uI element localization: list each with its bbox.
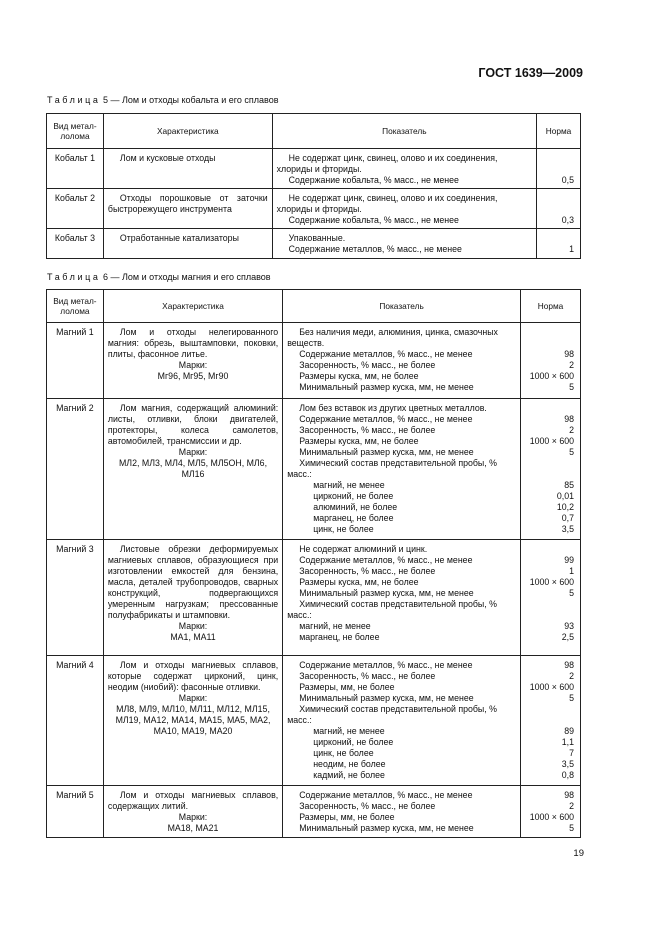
norm-value: 1000 × 600 (529, 577, 574, 587)
norm-value: 89 (564, 726, 574, 736)
row-norms (521, 399, 581, 540)
standard-header: ГОСТ 1639—2009 (478, 66, 583, 80)
row-type: Кобальт 3 (47, 229, 104, 259)
row-type: Магний 1 (47, 323, 104, 399)
indicator-line: Не содержат цинк, свинец, олово и их соединения, хлориды и фториды. (276, 193, 498, 214)
indicator-line: Не содержат алюминий и цинк. (299, 544, 428, 554)
norm-value: 0,01 (556, 491, 574, 501)
row-type: Кобальт 2 (47, 189, 104, 229)
header-norm: Норма (537, 114, 581, 149)
norm-value: 99 (564, 555, 574, 565)
row-characteristic (103, 656, 282, 786)
marks-label: Марки: (178, 447, 208, 457)
indicator-line: Размеры куска, мм, не более (299, 371, 419, 381)
table6 (46, 289, 581, 838)
sub-indicator: магний, не менее (299, 621, 371, 631)
table-row (47, 323, 581, 399)
table6-caption-word: Таблица (47, 272, 101, 282)
marks-label: Марки: (178, 621, 208, 631)
characteristic-text: Лом магния, содержащий алюминий: листы, отливки, блоки двигателей, протекторы, колеса самолетов, автомобилей, трансмиссии и др. (107, 403, 279, 446)
row-norms (521, 540, 581, 656)
norm-value: 10,2 (556, 502, 574, 512)
norm-value: 2 (569, 360, 574, 370)
indicator-line: Размеры, мм, не более (299, 812, 395, 822)
characteristic-text: Лом и отходы магниевых сплавов, которые содержат цирконий, цинк, неодим (ниобий): фасонные отливки. (107, 660, 279, 692)
marks-list: МЛ2, МЛ3, МЛ4, МЛ5, МЛ5ОН, МЛ6, МЛ16 (118, 458, 268, 479)
marks-list: МА18, МА21 (167, 823, 219, 833)
indicator-line: Содержание металлов, % масс., не менее (288, 244, 462, 254)
row-characteristic: Отходы порошковые от заточки быстрорежущего инструмента (103, 189, 272, 229)
page-number: 19 (573, 848, 584, 859)
row-type: Магний 4 (47, 656, 104, 786)
sub-indicator: цирконий, не более (313, 491, 394, 501)
norm-value: 0,7 (561, 513, 574, 523)
indicator-line: Химический состав представительной пробы, % масс.: (287, 704, 497, 725)
row-norms (521, 656, 581, 786)
norm-value: 98 (564, 790, 574, 800)
norm-value: 5 (569, 823, 574, 833)
indicator-line: Минимальный размер куска, мм, не менее (299, 447, 474, 457)
indicator-line: Размеры куска, мм, не более (299, 436, 419, 446)
sub-indicator: магний, не менее (313, 480, 385, 490)
row-characteristic (103, 786, 282, 838)
indicator-line: Засоренность, % масс., не более (299, 801, 436, 811)
table-row (47, 540, 581, 656)
table-row (47, 149, 581, 189)
indicator-line: Содержание металлов, % масс., не менее (299, 414, 473, 424)
indicator-line: Минимальный размер куска, мм, не менее (299, 693, 474, 703)
norm-value: 1 (569, 244, 574, 254)
header-indicator: Показатель (272, 114, 536, 149)
indicator-line: Засоренность, % масс., не более (299, 671, 436, 681)
indicator-line: Засоренность, % масс., не более (299, 425, 436, 435)
norm-value: 0,8 (561, 770, 574, 780)
indicator-line: Минимальный размер куска, мм, не менее (299, 823, 474, 833)
indicator-line: Химический состав представительной пробы, % масс.: (287, 599, 497, 620)
sub-indicator: цинк, не более (313, 748, 374, 758)
row-indicators (283, 540, 521, 656)
row-characteristic: Лом и кусковые отходы (103, 149, 272, 189)
table5-caption-word: Таблица (47, 95, 101, 105)
sub-indicator: неодим, не более (313, 759, 386, 769)
table-row (47, 229, 581, 259)
indicator-line: Размеры куска, мм, не более (299, 577, 419, 587)
row-indicators (272, 189, 536, 229)
header-characteristic: Характеристика (103, 114, 272, 149)
row-norms (537, 149, 581, 189)
row-indicators (283, 786, 521, 838)
indicator-line: Лом без вставок из других цветных металлов. (299, 403, 487, 413)
row-characteristic: Отработанные катализаторы (103, 229, 272, 259)
row-norms (521, 323, 581, 399)
marks-list: МА1, МА11 (170, 632, 216, 642)
header-characteristic: Характеристика (103, 290, 282, 323)
table5-header-row (47, 114, 581, 149)
norm-value: 5 (569, 693, 574, 703)
marks-label: Марки: (178, 360, 208, 370)
marks-list: МЛ8, МЛ9, МЛ10, МЛ11, МЛ12, МЛ15, МЛ19, МА12, МА14, МА15, МА5, МА2, МА10, МА19, МА20 (115, 704, 271, 736)
row-indicators (283, 399, 521, 540)
indicator-line: Засоренность, % масс., не более (299, 360, 436, 370)
marks-label: Марки: (178, 812, 208, 822)
table-row (47, 399, 581, 540)
indicator-line: Содержание металлов, % масс., не менее (299, 555, 473, 565)
sub-indicator: кадмий, не более (313, 770, 385, 780)
sub-indicator: марганец, не более (299, 632, 380, 642)
row-type: Магний 2 (47, 399, 104, 540)
marks-label: Марки: (178, 693, 208, 703)
norm-value: 0,5 (561, 175, 574, 185)
indicator-line: Упакованные. (288, 233, 346, 243)
sub-indicator: магний, не менее (313, 726, 385, 736)
indicator-line: Без наличия меди, алюминия, цинка, смазочных веществ. (287, 327, 498, 348)
indicator-line: Засоренность, % масс., не более (299, 566, 436, 576)
header-indicator: Показатель (283, 290, 521, 323)
table-row (47, 786, 581, 838)
norm-value: 98 (564, 349, 574, 359)
sub-indicator: алюминий, не более (313, 502, 398, 512)
sub-indicator: цинк, не более (313, 524, 374, 534)
row-indicators (272, 229, 536, 259)
indicator-line: Размеры, мм, не более (299, 682, 395, 692)
characteristic-text: Листовые обрезки деформируемых магниевых сплавов, образующиеся при изготовлении емкостей для бензина, масла, деталей трубопроводов, сварных конструкций, подвергающихся умеренным нагрузкам; прессованные полуфабрикаты и штамповки. (107, 544, 279, 620)
row-norms (537, 189, 581, 229)
row-norms (537, 229, 581, 259)
norm-value: 2 (569, 425, 574, 435)
row-indicators (283, 323, 521, 399)
row-indicators (283, 656, 521, 786)
header-norm: Норма (521, 290, 581, 323)
norm-value: 85 (564, 480, 574, 490)
norm-value: 3,5 (561, 759, 574, 769)
row-type: Кобальт 1 (47, 149, 104, 189)
table-row (47, 656, 581, 786)
norm-value: 93 (564, 621, 574, 631)
norm-value: 2,5 (561, 632, 574, 642)
indicator-line: Содержание металлов, % масс., не менее (299, 790, 473, 800)
norm-value: 1000 × 600 (529, 436, 574, 446)
norm-value: 1000 × 600 (529, 682, 574, 692)
sub-indicator: цирконий, не более (313, 737, 394, 747)
table6-header-row (47, 290, 581, 323)
norm-value: 5 (569, 588, 574, 598)
norm-value: 1,1 (561, 737, 574, 747)
table6-caption-text: 6 — Лом и отходы магния и его сплавов (103, 272, 271, 282)
norm-value: 5 (569, 382, 574, 392)
norm-value: 1000 × 600 (529, 812, 574, 822)
norm-value: 98 (564, 660, 574, 670)
row-indicators (272, 149, 536, 189)
table5-caption (47, 95, 279, 105)
norm-value: 3,5 (561, 524, 574, 534)
characteristic-text: Лом и отходы магниевых сплавов, содержащих литий. (107, 790, 279, 811)
table6-caption (47, 272, 271, 282)
table-row (47, 189, 581, 229)
indicator-line: Содержание кобальта, % масс., не менее (288, 215, 459, 225)
marks-list: Мг96, Мг95, Мг90 (157, 371, 229, 381)
indicator-line: Содержание металлов, % масс., не менее (299, 660, 473, 670)
indicator-line: Химический состав представительной пробы, % масс.: (287, 458, 497, 479)
row-characteristic (103, 540, 282, 656)
sub-indicator: марганец, не более (313, 513, 394, 523)
norm-value: 1000 × 600 (529, 371, 574, 381)
indicator-line: Минимальный размер куска, мм, не менее (299, 382, 474, 392)
row-type: Магний 3 (47, 540, 104, 656)
norm-value: 1 (569, 566, 574, 576)
characteristic-text: Лом и отходы нелегированного магния: обрезь, выштамповки, поковки, плиты, фасонное литье. (107, 327, 279, 359)
norm-value: 7 (569, 748, 574, 758)
row-characteristic (103, 399, 282, 540)
indicator-line: Не содержат цинк, свинец, олово и их соединения, хлориды и фториды. (276, 153, 498, 174)
norm-value: 2 (569, 671, 574, 681)
indicator-line: Содержание металлов, % масс., не менее (299, 349, 473, 359)
indicator-line: Минимальный размер куска, мм, не менее (299, 588, 474, 598)
row-norms (521, 786, 581, 838)
row-characteristic (103, 323, 282, 399)
norm-value: 5 (569, 447, 574, 457)
table5-caption-text: 5 — Лом и отходы кобальта и его сплавов (103, 95, 279, 105)
table5 (46, 113, 581, 259)
header-type: Вид метал-лолома (47, 114, 104, 149)
indicator-line: Содержание кобальта, % масс., не менее (288, 175, 459, 185)
header-type: Вид метал-лолома (47, 290, 104, 323)
norm-value: 0,3 (561, 215, 574, 225)
norm-value: 98 (564, 414, 574, 424)
norm-value: 2 (569, 801, 574, 811)
row-type: Магний 5 (47, 786, 104, 838)
